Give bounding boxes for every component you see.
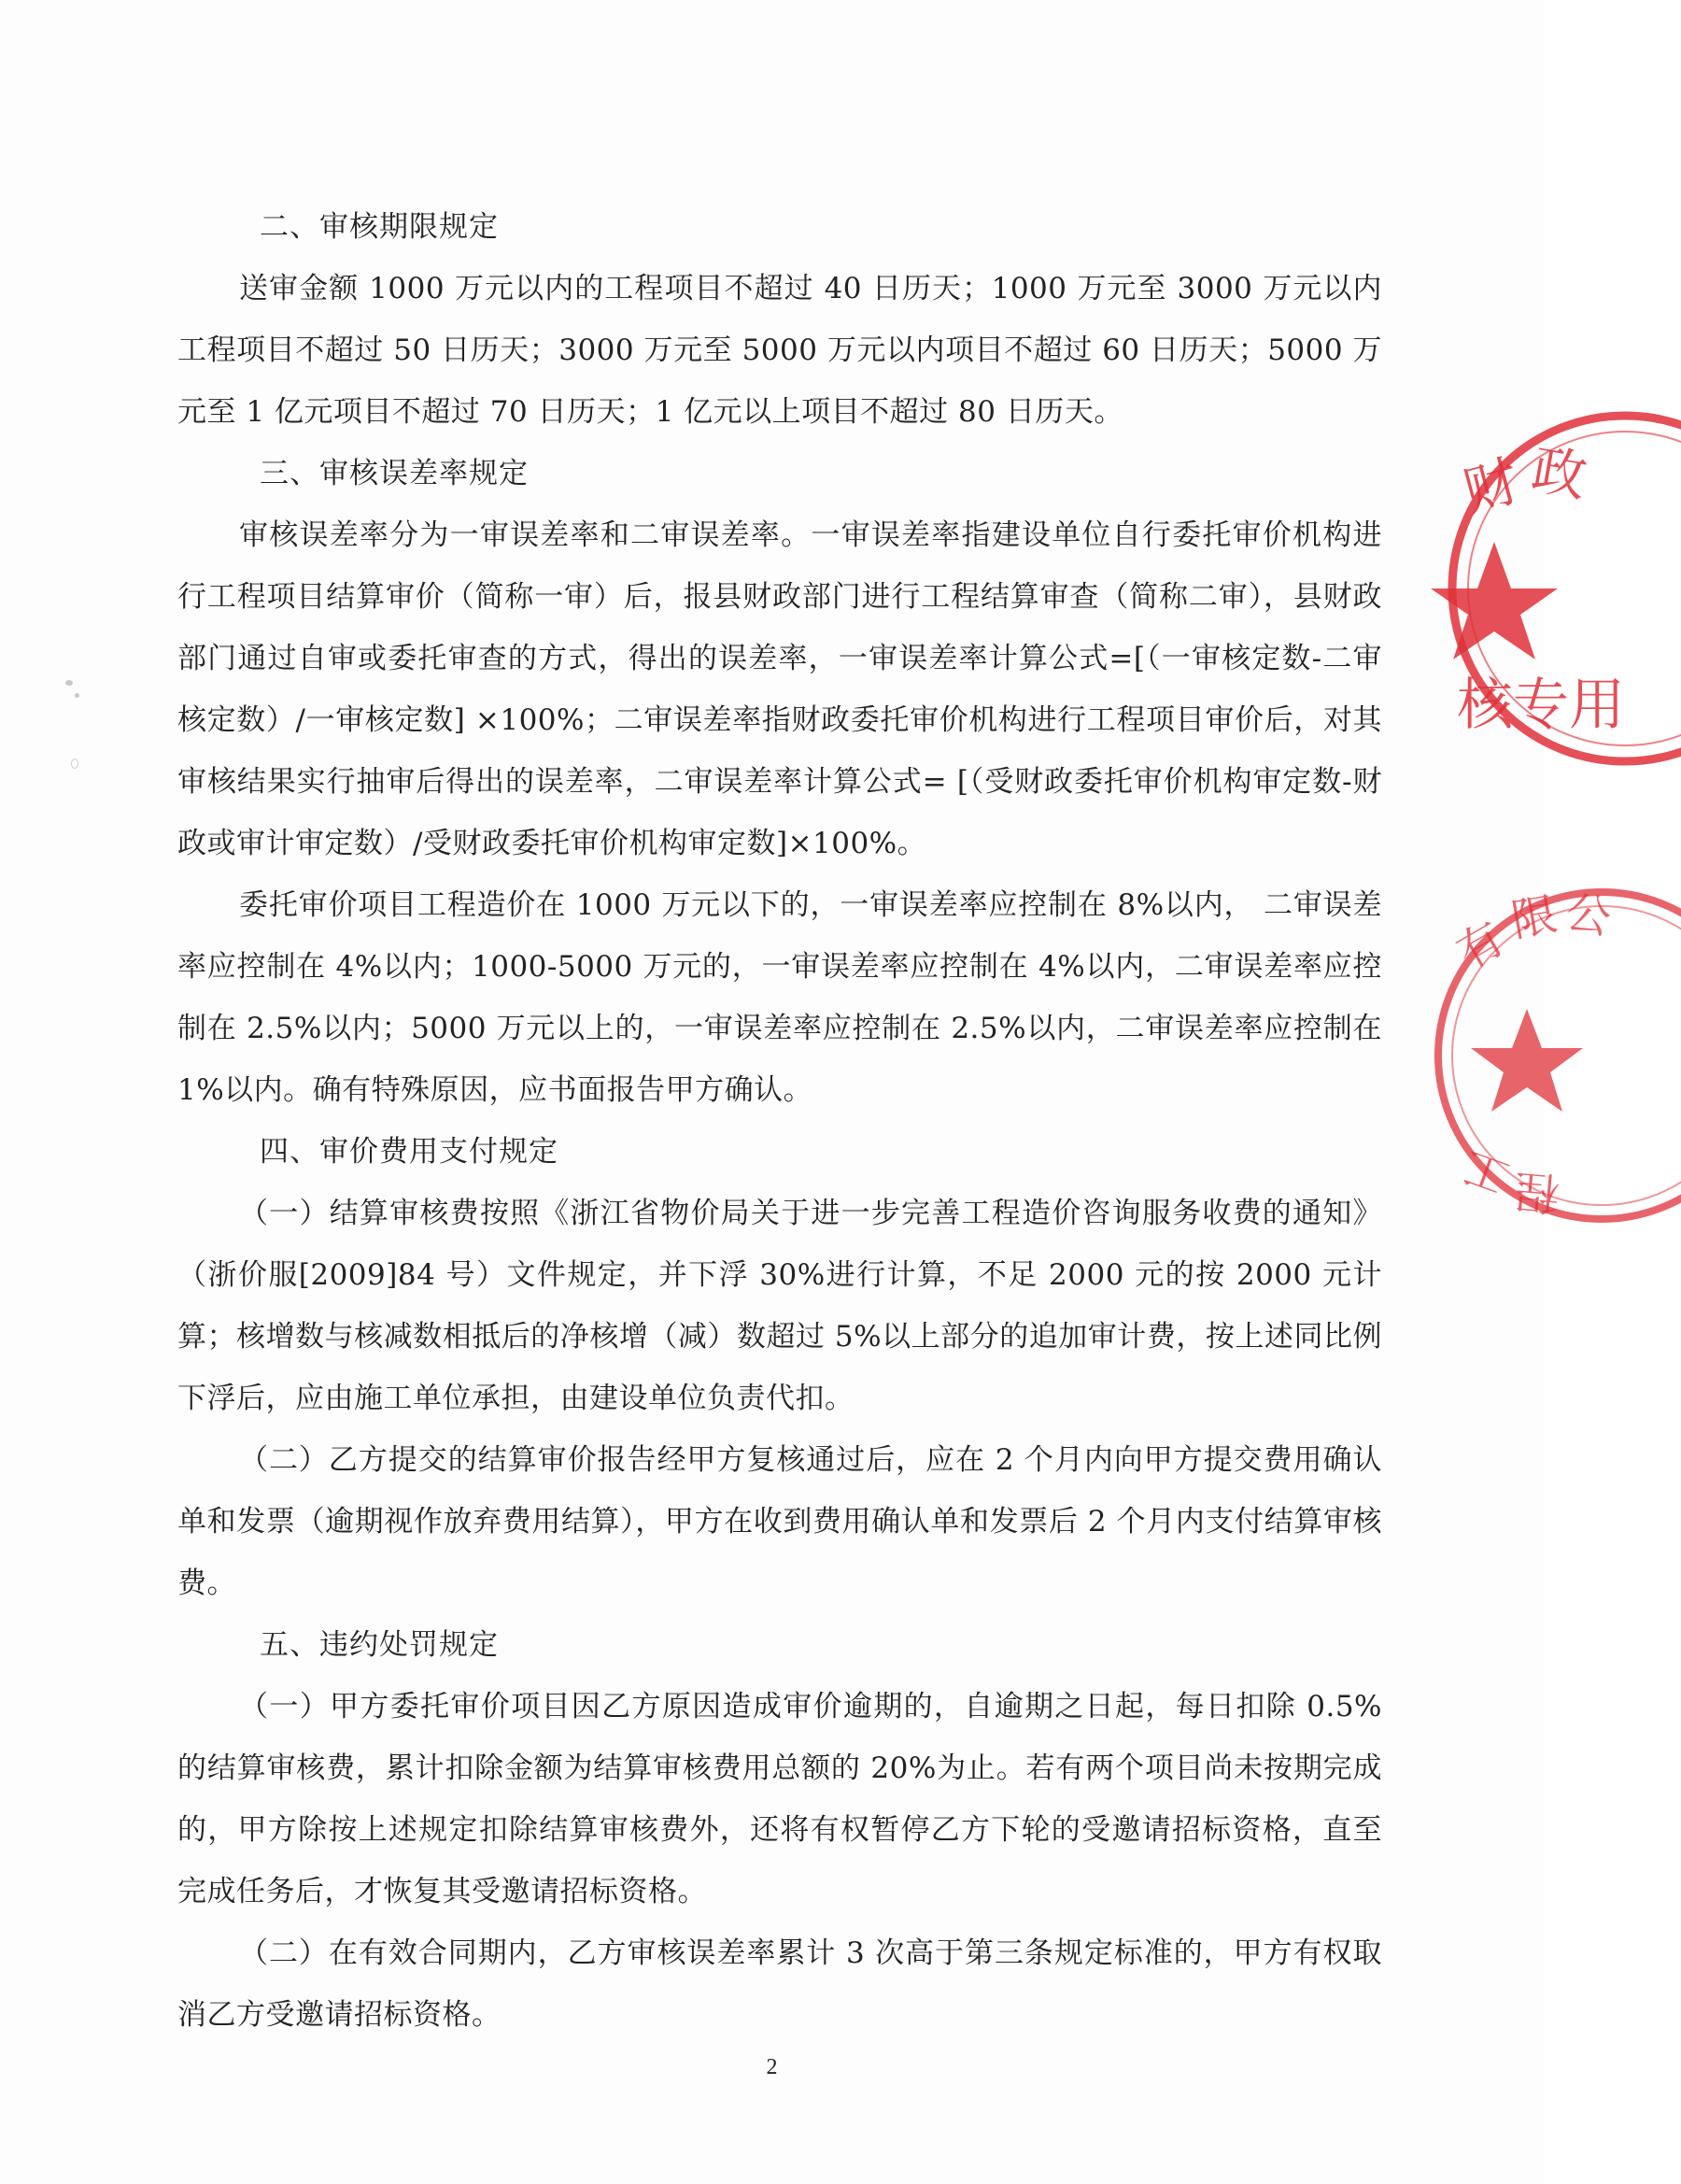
section-heading: 三、审核误差率规定 <box>260 457 529 490</box>
section-fee-payment <box>177 1121 1382 1614</box>
svg-text:政: 政 <box>1527 437 1592 510</box>
paragraph: 审核误差率分为一审误差率和二审误差率。一审误差率指建设单位自行委托审价机构进行工程项目结算审价（简称一审）后，报县财政部门进行工程结算审查（简称二审），县财政部门通过自审或委托审查的方式，得出的误差率，一审误差率计算公式=[（一审核定数-二审核定数）/一审核定数] ×100%；二审误差率指财政委托审价机构进行工程项目审价后，对其审核结果实行抽审后得出的误差率，二审误差率计算公式= [（受财政委托审价机构审定数-财政或审计审定数）/受财政委托审价机构审定数]×100%。 <box>177 518 1382 860</box>
document-body <box>177 196 1382 2046</box>
svg-text:财: 财 <box>1456 448 1526 524</box>
svg-text:用: 用 <box>1569 673 1625 738</box>
seal-stamp-company <box>1424 878 1667 1233</box>
svg-text:程: 程 <box>1512 1163 1562 1220</box>
section-heading: 五、违约处罚规定 <box>260 1628 499 1662</box>
paragraph: 委托审价项目工程造价在 1000 万元以下的，一审误差率应控制在 8%以内， 二审误差率应控制在 4%以内；1000-5000 万元的，一审误差率应控制在 4%以内，二审误差率应控制在 2.5%以内；5000 万元以上的，一审误差率应控制在 2.5%以内，二审误差率应控制在 1%以内。确有特殊原因，应书面报告甲方确认。 <box>177 888 1382 1107</box>
scan-speck <box>65 680 73 686</box>
svg-text:核: 核 <box>1457 673 1513 738</box>
section-error-rate <box>177 443 1382 1121</box>
svg-text:限: 限 <box>1507 887 1561 948</box>
scan-speck <box>75 693 79 698</box>
paragraph: （二）在有效合同期内，乙方审核误差率累计 3 次高于第三条规定标准的，甲方有权取消乙方受邀请招标资格。 <box>177 1936 1382 2032</box>
section-review-period <box>177 196 1382 443</box>
section-heading: 二、审核期限规定 <box>260 210 499 244</box>
paragraph: （一）甲方委托审价项目因乙方原因造成审价逾期的，自逾期之日起，每日扣除 0.5%的结算审核费，累计扣除金额为结算审核费用总额的 20%为止。若有两个项目尚未按期完成的，甲方除按上述规定扣除结算审核费外，还将有权暂停乙方下轮的受邀请招标资格，直至完成任务后，才恢复其受邀请招标资格。 <box>177 1690 1382 1908</box>
svg-text:公: 公 <box>1561 886 1616 945</box>
section-heading: 四、审价费用支付规定 <box>260 1135 558 1169</box>
paragraph: （一）结算审核费按照《浙江省物价局关于进一步完善工程造价咨询服务收费的通知》（浙价服[2009]84 号）文件规定，并下浮 30%进行计算，不足 2000 元的按 2000 元计算；核增数与核减数相抵后的净核增（减）数超过 5%以上部分的追加审计费，按上述同比例下浮后，应由施工单位承担，由建设单位负责代扣。 <box>177 1197 1382 1415</box>
svg-text:专: 专 <box>1513 673 1569 738</box>
svg-text:工: 工 <box>1455 1140 1517 1205</box>
page-number: 2 <box>766 2055 778 2079</box>
svg-text:有: 有 <box>1448 912 1514 981</box>
star-icon <box>1431 542 1558 659</box>
paragraph: 送审金额 1000 万元以内的工程项目不超过 40 日历天；1000 万元至 3000 万元以内工程项目不超过 50 日历天；3000 万元至 5000 万元以内项目不超过 60 日历天；5000 万元至 1 亿元项目不超过 70 日历天；1 亿元以上项目不超过 80 日历天。 <box>177 272 1382 429</box>
seal-stamp-finance <box>1438 402 1681 775</box>
star-icon <box>1471 1009 1583 1112</box>
section-penalty <box>177 1614 1382 2046</box>
scan-speck <box>71 759 78 769</box>
paragraph: （二）乙方提交的结算审价报告经甲方复核通过后，应在 2 个月内向甲方提交费用确认单和发票（逾期视作放弃费用结算），甲方在收到费用确认单和发票后 2 个月内支付结算审核费。 <box>177 1443 1382 1600</box>
